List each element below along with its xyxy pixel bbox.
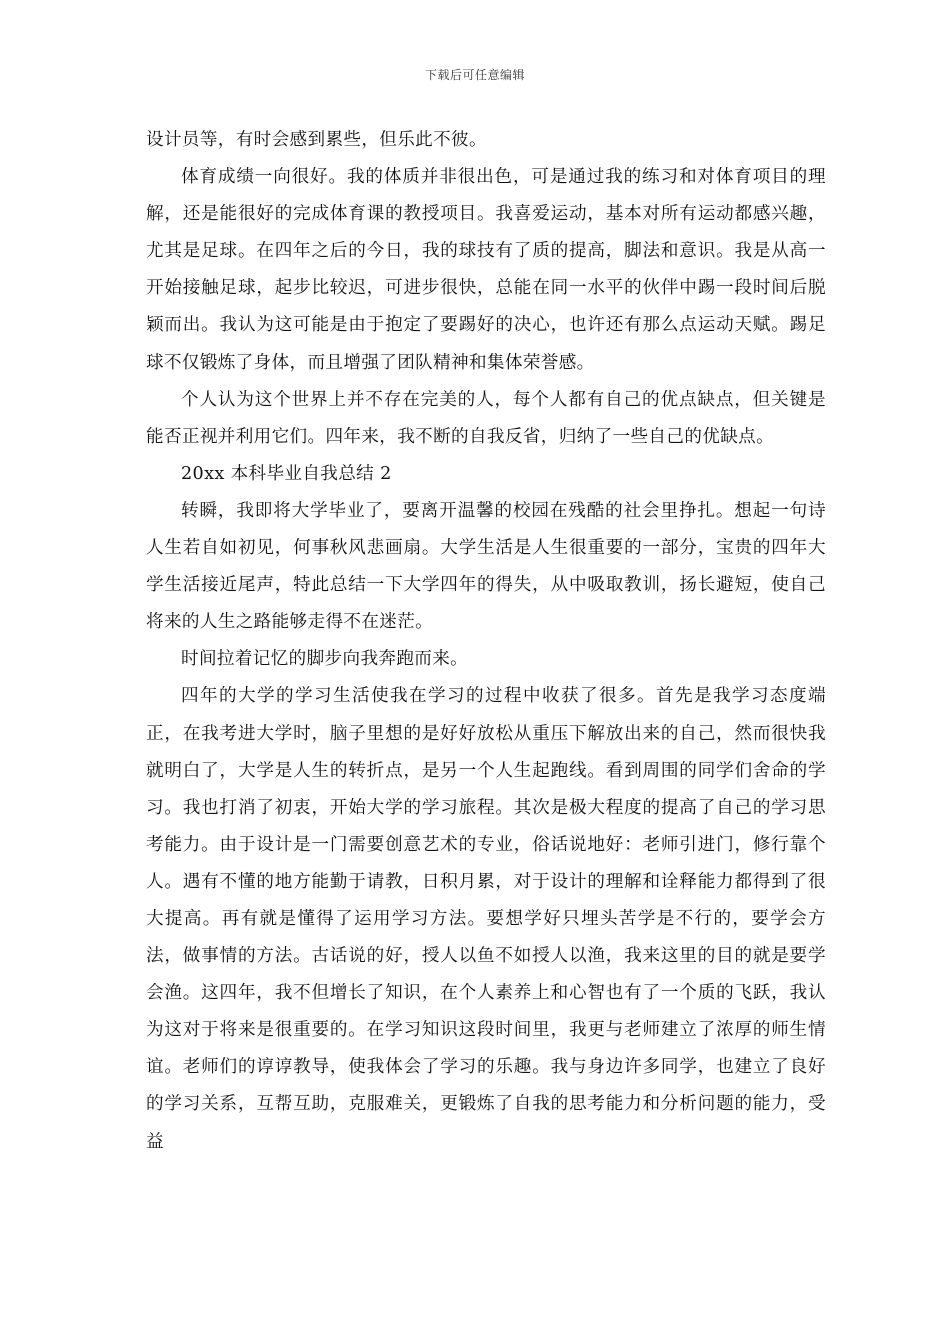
page-header: 下载后可任意编辑 xyxy=(424,68,525,82)
paragraph-self-reflection: 个人认为这个世界上并不存在完美的人，每个人都有自己的优点缺点，但关键是能否正视并利用它们。四年来，我不断的自我反省，归纳了一些自己的优缺点。 xyxy=(146,389,826,447)
document-body xyxy=(146,122,826,1161)
paragraph-sports: 体育成绩一向很好。我的体质并非很出色，可是通过我的练习和对体育项目的理解，还是能很好的完成体育课的教授项目。我喜爱运动，基本对所有运动都感兴趣，尤其是足球。在四年之后的今日，我的球技有了质的提高，脚法和意识。我是从高一开始接触足球，起步比较迟，可进步很快，总能在同一水平的伙伴中踢一段时间后脱颖而出。我认为这可能是由于抱定了要踢好的决心，也许还有那么点运动天赋。踢足球不仅锻炼了身体，而且增强了团队精神和集体荣誉感。 xyxy=(146,167,826,373)
paragraph-memory: 时间拉着记忆的脚步向我奔跑而来。 xyxy=(181,649,469,670)
paragraph-study-life: 四年的大学的学习生活使我在学习的过程中收获了很多。首先是我学习态度端正，在我考进大学时，脑子里想的是好好放松从重压下解放出来的自己，然而很快我就明白了，大学是人生的转折点，是另一个人生起跑线。看到周围的同学们舍命的学习。我也打消了初衷，开始大学的学习旅程。其次是极大程度的提高了自己的学习思考能力。由于设计是一门需要创意艺术的专业，俗话说地好：老师引进门，修行靠个人。遇有不懂的地方能勤于请教，日积月累，对于设计的理解和诠释能力都得到了很大提高。再有就是懂得了运用学习方法。要想学好只埋头苦学是不行的，要学会方法，做事情的方法。古话说的好，授人以鱼不如授人以渔，我来这里的目的就是要学会渔。这四年，我不但增长了知识，在个人素养上和心智也有了一个质的飞跃，我认为这对于将来是很重要的。在学习知识这段时间里，我更与老师建立了浓厚的师生情谊。老师们的谆谆教导，使我体会了学习的乐趣。我与身边许多同学，也建立了良好的学习关系，互帮互助，克服难关，更锻炼了自我的思考能力和分析问题的能力，受益 xyxy=(146,686,826,1152)
paragraph-graduation: 转瞬，我即将大学毕业了，要离开温馨的校园在残酷的社会里挣扎。想起一句诗人生若自如初见，何事秋风悲画扇。大学生活是人生很重要的一部分，宝贵的四年大学生活接近尾声，特此总结一下大学四年的得失，从中吸取教训，扬长避短，使自己将来的人生之路能够走得不在迷茫。 xyxy=(146,500,826,633)
paragraph-continuation: 设计员等，有时会感到累些，但乐此不彼。 xyxy=(146,130,487,150)
section-heading: 20xx 本科毕业自我总结 2 xyxy=(181,463,392,484)
